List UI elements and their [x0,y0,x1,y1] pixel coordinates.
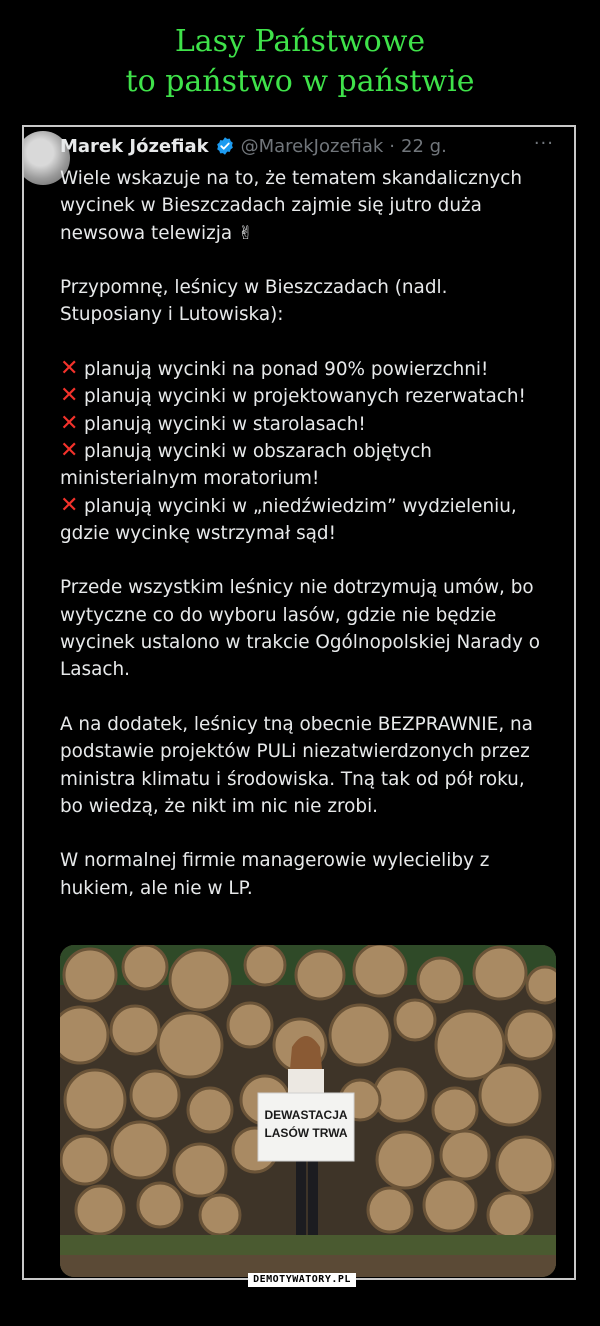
tweet-text [60,165,560,902]
cross-mark-icon: ✕ [60,356,79,382]
text-line: podstawie projektów PULi niezatwierdzonych przez [60,741,530,763]
list-item: ✕ planują wycinki w starolasach! [60,410,366,436]
cross-mark-icon: ✕ [60,492,79,518]
blank-line [60,247,560,274]
text-line: wycinek w Bieszczadach zajmie się jutro duża [60,195,482,217]
list-item-continued: gdzie wycinkę wstrzymał sąd! [60,522,336,544]
cross-mark-icon: ✕ [60,437,79,463]
text-line: Stuposiany i Lutowiska): [60,304,284,326]
text-line: W normalnej firmie managerowie wylecieliby z [60,850,490,872]
verified-badge-icon [215,136,235,156]
meme-title [0,22,600,102]
text-line: bo wiedzą, że nikt im nic nie zrobi. [60,795,379,817]
list-item: ✕ planują wycinki w projektowanych rezerwatach! [60,383,526,409]
meme-title-line1: Lasy Państwowe [174,24,426,59]
text-line: newsowa telewizja ✌ [60,222,254,244]
tweet-timestamp[interactable]: 22 g. [401,135,447,157]
tweet-header [60,133,447,159]
author-handle[interactable]: @MarekJozefiak [240,135,384,157]
text-line: wycinek ustalono w trakcie Ogólnopolskiej Narady o [60,632,540,654]
list-item-continued: ministerialnym moratorium! [60,468,320,490]
watermark: DEMOTYWATORY.PL [248,1273,356,1287]
cross-mark-icon: ✕ [60,410,79,436]
sign-line1: DEWASTACJA [264,1108,348,1122]
text-line: wytyczne co do wyboru lasów, gdzie nie będzie [60,604,497,626]
list-item: ✕ planują wycinki w „niedźwiedzim” wydzieleniu, [60,492,517,518]
list-item: ✕ planują wycinki na ponad 90% powierzchni! [60,356,489,382]
blank-line [60,820,560,847]
text-line: hukiem, ale nie w LP. [60,877,253,899]
author-name[interactable]: Marek Józefiak [60,135,209,157]
blank-line [60,547,560,574]
blank-line [60,684,560,711]
sign-line2: LASÓW TRWA [264,1126,348,1140]
tweet-photo[interactable] [60,945,556,1277]
text-line: Przede wszystkim leśnicy nie dotrzymują umów, bo [60,577,534,599]
list-item: ✕ planują wycinki w obszarach objętych [60,437,432,463]
text-line: Przypomnę, leśnicy w Bieszczadach (nadl. [60,277,448,299]
cross-mark-icon: ✕ [60,383,79,409]
text-line: Lasach. [60,659,130,681]
text-line: A na dodatek, leśnicy tną obecnie BEZPRAWNIE, na [60,713,533,735]
blank-line [60,329,560,356]
log-pile-illustration [60,945,556,1277]
tweet-card [22,125,576,1280]
text-line: Wiele wskazuje na to, że tematem skandalicznych [60,168,523,189]
separator-dot: · [389,135,396,157]
more-options-icon[interactable]: ··· [533,133,554,154]
meme-title-line2: to państwo w państwie [125,64,475,99]
text-line: ministra klimatu i środowiska. Tną tak od pół roku, [60,768,525,790]
